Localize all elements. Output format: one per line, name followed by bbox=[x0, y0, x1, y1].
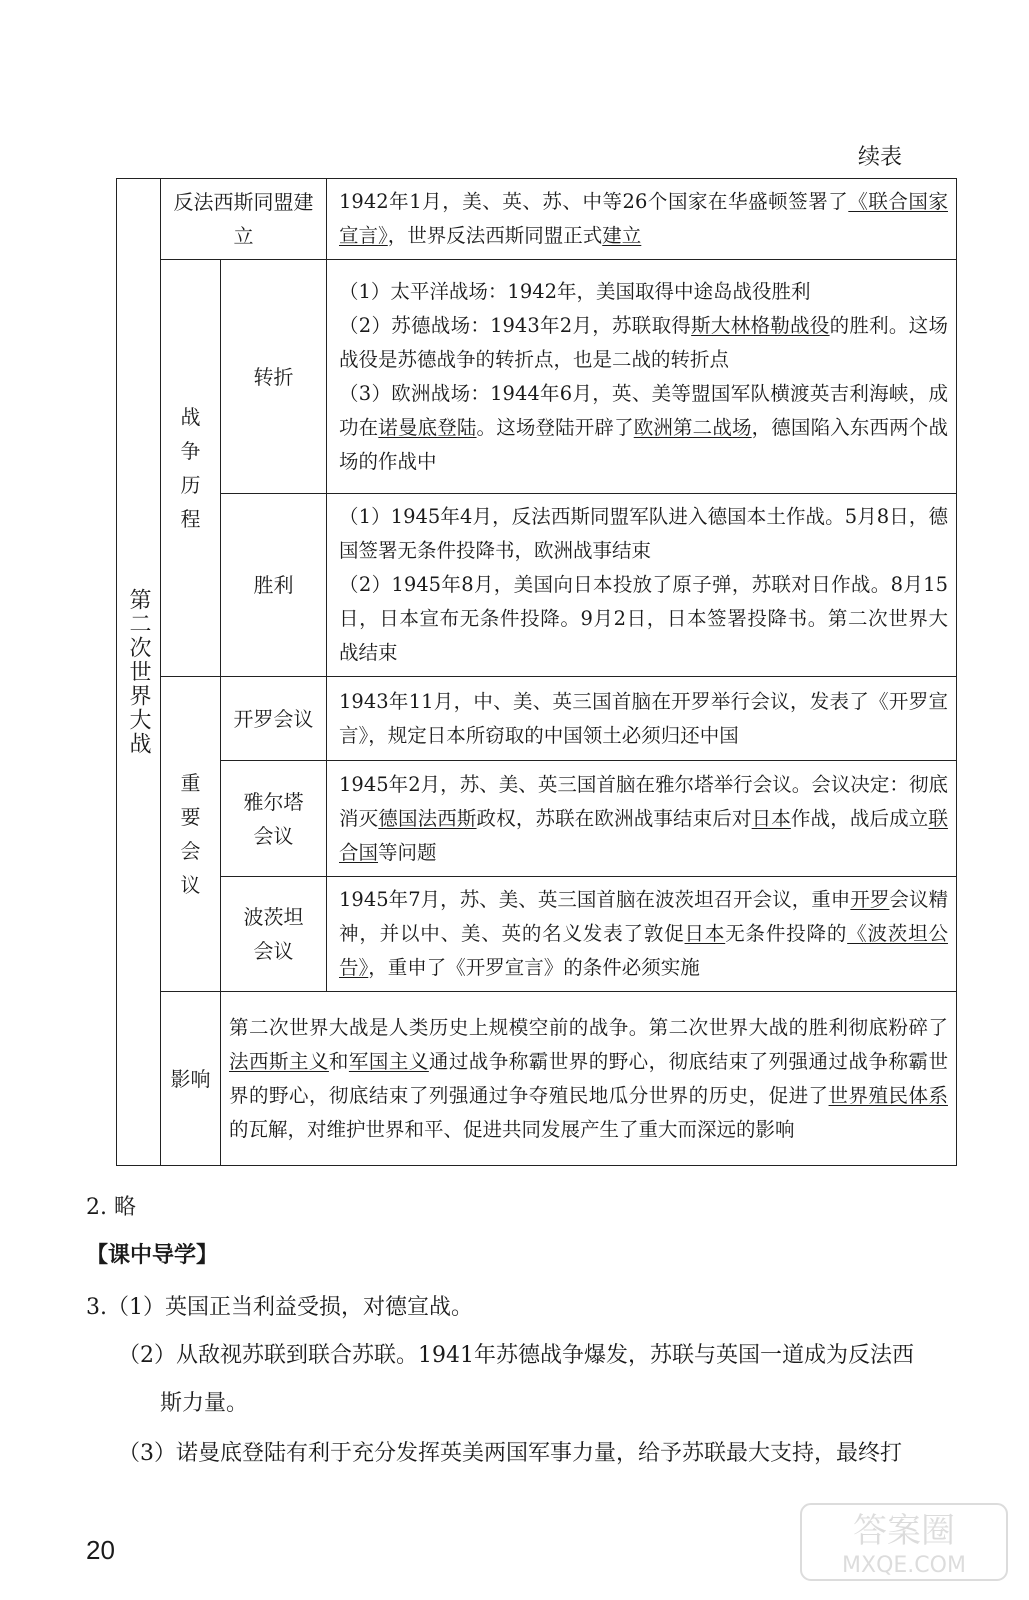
page-number: 20 bbox=[86, 1535, 115, 1565]
answer-2: 2. 略 bbox=[86, 1195, 136, 1220]
watermark-icon bbox=[799, 1502, 1009, 1582]
ww2-column-cell bbox=[117, 179, 161, 1166]
yalta-label: 雅尔塔会议 bbox=[221, 761, 327, 877]
yalta-content: 1945年2月，苏、美、英三国首脑在雅尔塔举行会议。会议决定：彻底消灭德国法西斯政权，苏联在欧洲战事结束后对日本作战，战后成立联合国等问题 bbox=[327, 761, 957, 877]
ww2-label: 第二次世界大战 bbox=[126, 588, 151, 756]
impact-content: 第二次世界大战是人类历史上规模空前的战争。第二次世界大战的胜利彻底粉碎了法西斯主义和军国主义通过战争称霸世界的野心，彻底结束了列强通过战争称霸世界的野心，彻底结束了列强通过争夺殖民地瓜分世界的历史，促进了世界殖民体系的瓦解，对维护世界和平、促进共同发展产生了重大而深远的影响 bbox=[221, 992, 957, 1166]
table-row bbox=[117, 494, 957, 677]
cairo-content: 1943年11月，中、美、英三国首脑在开罗举行会议，发表了《开罗宣言》，规定日本所窃取的中国领土必须归还中国 bbox=[327, 677, 957, 761]
table-row bbox=[117, 877, 957, 992]
table-row bbox=[117, 761, 957, 877]
table-row bbox=[117, 677, 957, 761]
victory-label: 胜利 bbox=[221, 494, 327, 677]
conference-group-label: 重要会议 bbox=[161, 677, 221, 992]
watermark-url: MXQE.COM bbox=[842, 1553, 966, 1578]
watermark-logo bbox=[799, 1502, 1009, 1582]
turning-label: 转折 bbox=[221, 260, 327, 494]
answer-3-2: （2）从敌视苏联到联合苏联。1941年苏德战争爆发，苏联与英国一道成为反法西 bbox=[118, 1343, 914, 1368]
turning-content: （1）太平洋战场：1942年，美国取得中途岛战役胜利 （2）苏德战场：1943年2月，苏联取得斯大林格勒战役的胜利。这场战役是苏德战争的转折点，也是二战的转折点 （3）欧洲战场：1944年6月，英、美等盟国军队横渡英吉利海峡，成功在诺曼底登陆。这场登陆开辟了欧洲第二战场，德国陷入东西两个战场的作战中 bbox=[327, 260, 957, 494]
table-row bbox=[117, 260, 957, 494]
cairo-label: 开罗会议 bbox=[221, 677, 327, 761]
answer-3-2-cont: 斯力量。 bbox=[160, 1391, 249, 1416]
continued-label: 续表 bbox=[858, 145, 903, 170]
watermark-title: 答案圈 bbox=[853, 1511, 955, 1551]
answer-3-3: （3）诺曼底登陆有利于充分发挥英美两国军事力量，给予苏联最大支持，最终打 bbox=[118, 1441, 902, 1466]
answer-3-1: 3.（1）英国正当利益受损，对德宣战。 bbox=[86, 1295, 473, 1320]
potsdam-content: 1945年7月，苏、美、英三国首脑在波茨坦召开会议，重申开罗会议精神，并以中、美、英的名义发表了敦促日本无条件投降的《波茨坦公告》，重申了《开罗宣言》的条件必须实施 bbox=[327, 877, 957, 992]
table-row bbox=[117, 179, 957, 260]
ww2-summary-table bbox=[116, 178, 957, 1166]
victory-content: （1）1945年4月，反法西斯同盟军队进入德国本土作战。5月8日，德国签署无条件投降书，欧洲战事结束 （2）1945年8月，美国向日本投放了原子弹，苏联对日作战。8月15日，日本宣布无条件投降。9月2日，日本签署投降书。第二次世界大战结束 bbox=[327, 494, 957, 677]
history-group-label: 战争历程 bbox=[161, 260, 221, 677]
alliance-content: 1942年1月，美、英、苏、中等26个国家在华盛顿签署了《联合国家宣言》，世界反法西斯同盟正式建立 bbox=[327, 179, 957, 260]
table-row bbox=[117, 992, 957, 1166]
section-heading: 【课中导学】 bbox=[86, 1242, 219, 1268]
impact-label: 影响 bbox=[161, 992, 221, 1166]
potsdam-label: 波茨坦会议 bbox=[221, 877, 327, 992]
alliance-label: 反法西斯同盟建立 bbox=[161, 179, 327, 260]
